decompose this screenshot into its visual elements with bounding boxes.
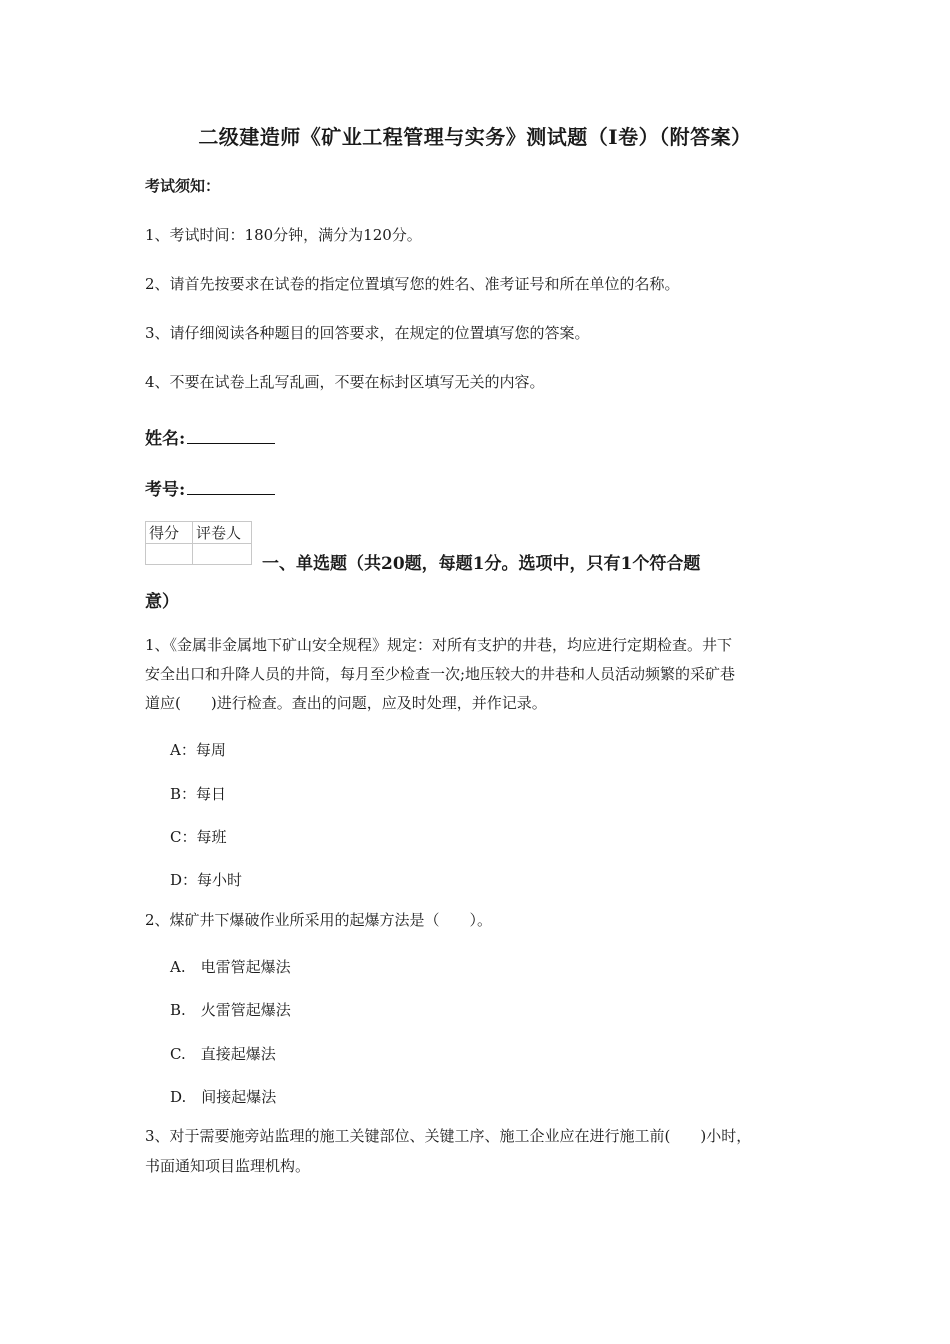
question-1-line-3: 道应( )进行检查。查出的问题，应及时处理，并作记录。 <box>145 694 547 712</box>
question-1-line-2: 安全出口和升降人员的井筒，每月至少检查一次;地压较大的井巷和人员活动频繁的采矿巷 <box>145 665 736 683</box>
name-label: 姓名: <box>145 429 186 449</box>
notice-heading: 考试须知： <box>145 177 221 195</box>
exam-number-field[interactable] <box>145 475 275 500</box>
section-heading: 一、单选题（共20题，每题1分。选项中，只有1个符合题 <box>262 554 701 574</box>
notice-item-2: 2、请首先按要求在试卷的指定位置填写您的姓名、准考证号和所在单位的名称。 <box>145 275 680 293</box>
name-field[interactable] <box>145 424 275 449</box>
question-2-option-a[interactable]: A. 电雷管起爆法 <box>170 958 291 976</box>
score-cell[interactable] <box>146 544 193 565</box>
grader-header: 评卷人 <box>193 522 252 544</box>
score-table <box>145 521 252 565</box>
question-3-line-1: 3、对于需要施旁站监理的施工关键部位、关键工序、施工企业应在进行施工前( )小时， <box>145 1127 752 1145</box>
exam-number-label: 考号: <box>145 480 186 500</box>
section-heading-cont: 意） <box>145 592 179 612</box>
question-1-option-b[interactable]: B：每日 <box>170 785 227 803</box>
notice-item-3: 3、请仔细阅读各种题目的回答要求，在规定的位置填写您的答案。 <box>145 324 590 342</box>
question-2-option-d[interactable]: D. 间接起爆法 <box>170 1088 277 1106</box>
exam-number-blank[interactable] <box>187 478 275 495</box>
document-title: 二级建造师《矿业工程管理与实务》测试题（I卷）（附答案） <box>198 125 752 149</box>
question-1-option-d[interactable]: D：每小时 <box>170 871 243 889</box>
question-2-line-1: 2、煤矿井下爆破作业所采用的起爆方法是（ ）。 <box>145 911 493 929</box>
notice-item-4: 4、不要在试卷上乱写乱画，不要在标封区填写无关的内容。 <box>145 373 545 391</box>
grader-cell[interactable] <box>193 544 252 565</box>
question-2-option-c[interactable]: C. 直接起爆法 <box>170 1045 276 1063</box>
notice-item-1: 1、考试时间：180分钟，满分为120分。 <box>145 226 422 244</box>
name-blank[interactable] <box>187 427 275 444</box>
score-header: 得分 <box>146 522 193 544</box>
question-1-line-1: 1、《金属非金属地下矿山安全规程》规定：对所有支护的井巷，均应进行定期检查。井下 <box>145 636 733 654</box>
question-2-option-b[interactable]: B. 火雷管起爆法 <box>170 1001 291 1019</box>
question-1-option-c[interactable]: C：每班 <box>170 828 227 846</box>
question-3-line-2: 书面通知项目监理机构。 <box>145 1157 311 1175</box>
question-1-option-a[interactable]: A：每周 <box>170 741 226 759</box>
